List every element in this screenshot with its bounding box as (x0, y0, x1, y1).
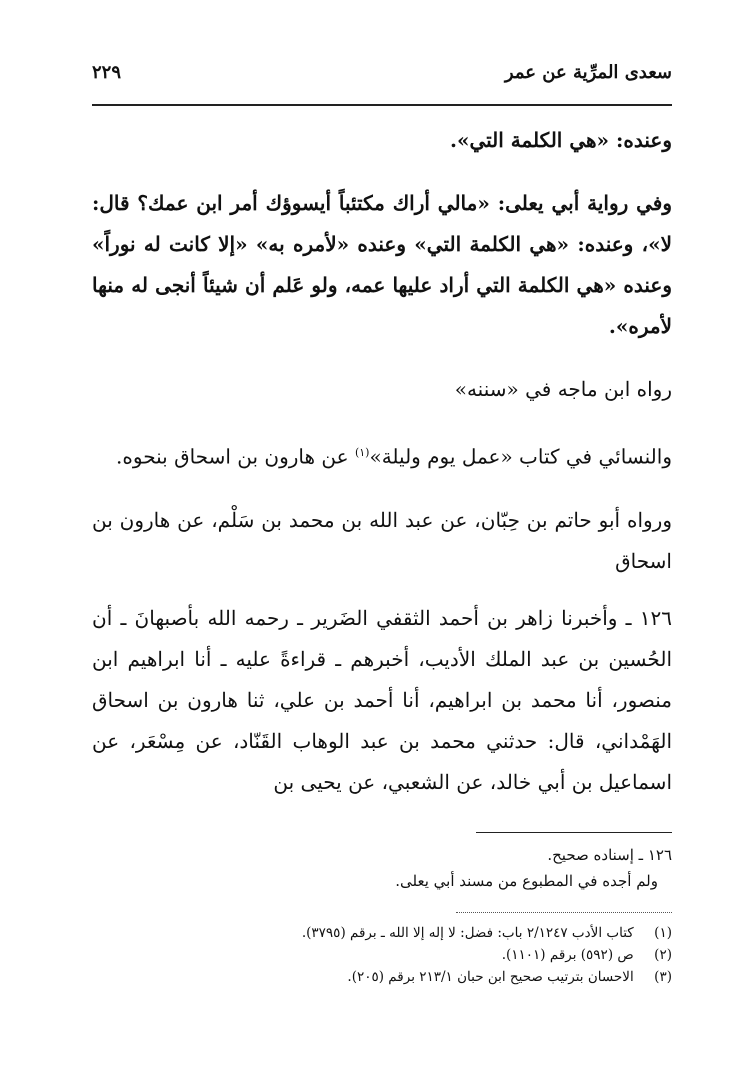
references-rule (456, 912, 672, 913)
reference-2 (92, 944, 672, 966)
reference-number: (١) (654, 925, 672, 941)
note-line-1: ١٢٦ ـ إسناده صحيح. (547, 846, 672, 864)
page-header (92, 56, 672, 92)
footnote-marker-1: (١) (354, 446, 370, 459)
paragraph-1: وعنده: «هي الكلمة التي». (449, 128, 672, 152)
reference-text: ص (٥٩٢) برقم (١١٠١). (501, 947, 634, 963)
hadith-notes (92, 842, 672, 894)
reference-1 (92, 922, 672, 944)
note-line-2: ولم أجده في المطبوع من مسند أبي يعلى. (395, 872, 658, 890)
paragraph-4 (92, 432, 672, 478)
header-rule (92, 104, 672, 106)
reference-text: كتاب الأدب ٢/١٢٤٧ باب: فضل: لا إله إلا الله ـ برقم (٣٧٩٥). (301, 925, 634, 941)
paragraph-4-text-a: والنسائي في كتاب «عمل يوم وليلة» (369, 444, 672, 469)
reference-number: (٣) (654, 969, 672, 985)
reference-3 (92, 966, 672, 988)
paragraph-2: وفي رواية أبي يعلى: «مالي أراك مكتئباً أيسوؤك أمر ابن عمك؟ قال: لا»، وعنده: «هي الكلمة التي» وعنده «لأمره به» «إلا كانت له نوراً» وعنده «هي الكلمة التي أراد عليها عمه، ولو عَلم أن شيئاً أنجى له منها لأمره». (92, 191, 672, 338)
paragraph-3: رواه ابن ماجه في «سننه» (454, 377, 672, 401)
paragraph-5: ورواه أبو حاتم بن حِبّان، عن عبد الله بن محمد بن سَلْم، عن هارون بن اسحاق (92, 507, 672, 573)
running-title: سعدى المرِّية عن عمر (504, 62, 672, 83)
reference-number: (٢) (654, 947, 672, 963)
footnote-rule (476, 832, 672, 833)
paragraph-4-text-b: عن هارون بن اسحاق بنحوه. (116, 444, 355, 469)
footnote-references (92, 922, 672, 988)
paragraph-6: ١٢٦ ـ وأخبرنا زاهر بن أحمد الثقفي الضَرير ـ رحمه الله بأصبهانَ ـ أن الحُسين بن عبد الملك الأديب، أخبرهم ـ قراءةً عليه ـ أنا ابراهيم ابن منصور، أنا محمد بن ابراهيم، أنا أحمد بن علي، ثنا هارون بن اسحاق الهَمْداني، قال: حدثني محمد بن عبد الوهاب القَنّاد، عن مِسْعَر، عن اسماعيل بن أبي خالد، عن الشعبي، عن يحيى بن (92, 605, 672, 794)
page-number: ٢٢٩ (92, 62, 122, 83)
reference-text: الاحسان بترتيب صحيح ابن حبان ٢١٣/١ برقم (٢٠٥). (347, 969, 634, 985)
body-text (92, 120, 672, 825)
